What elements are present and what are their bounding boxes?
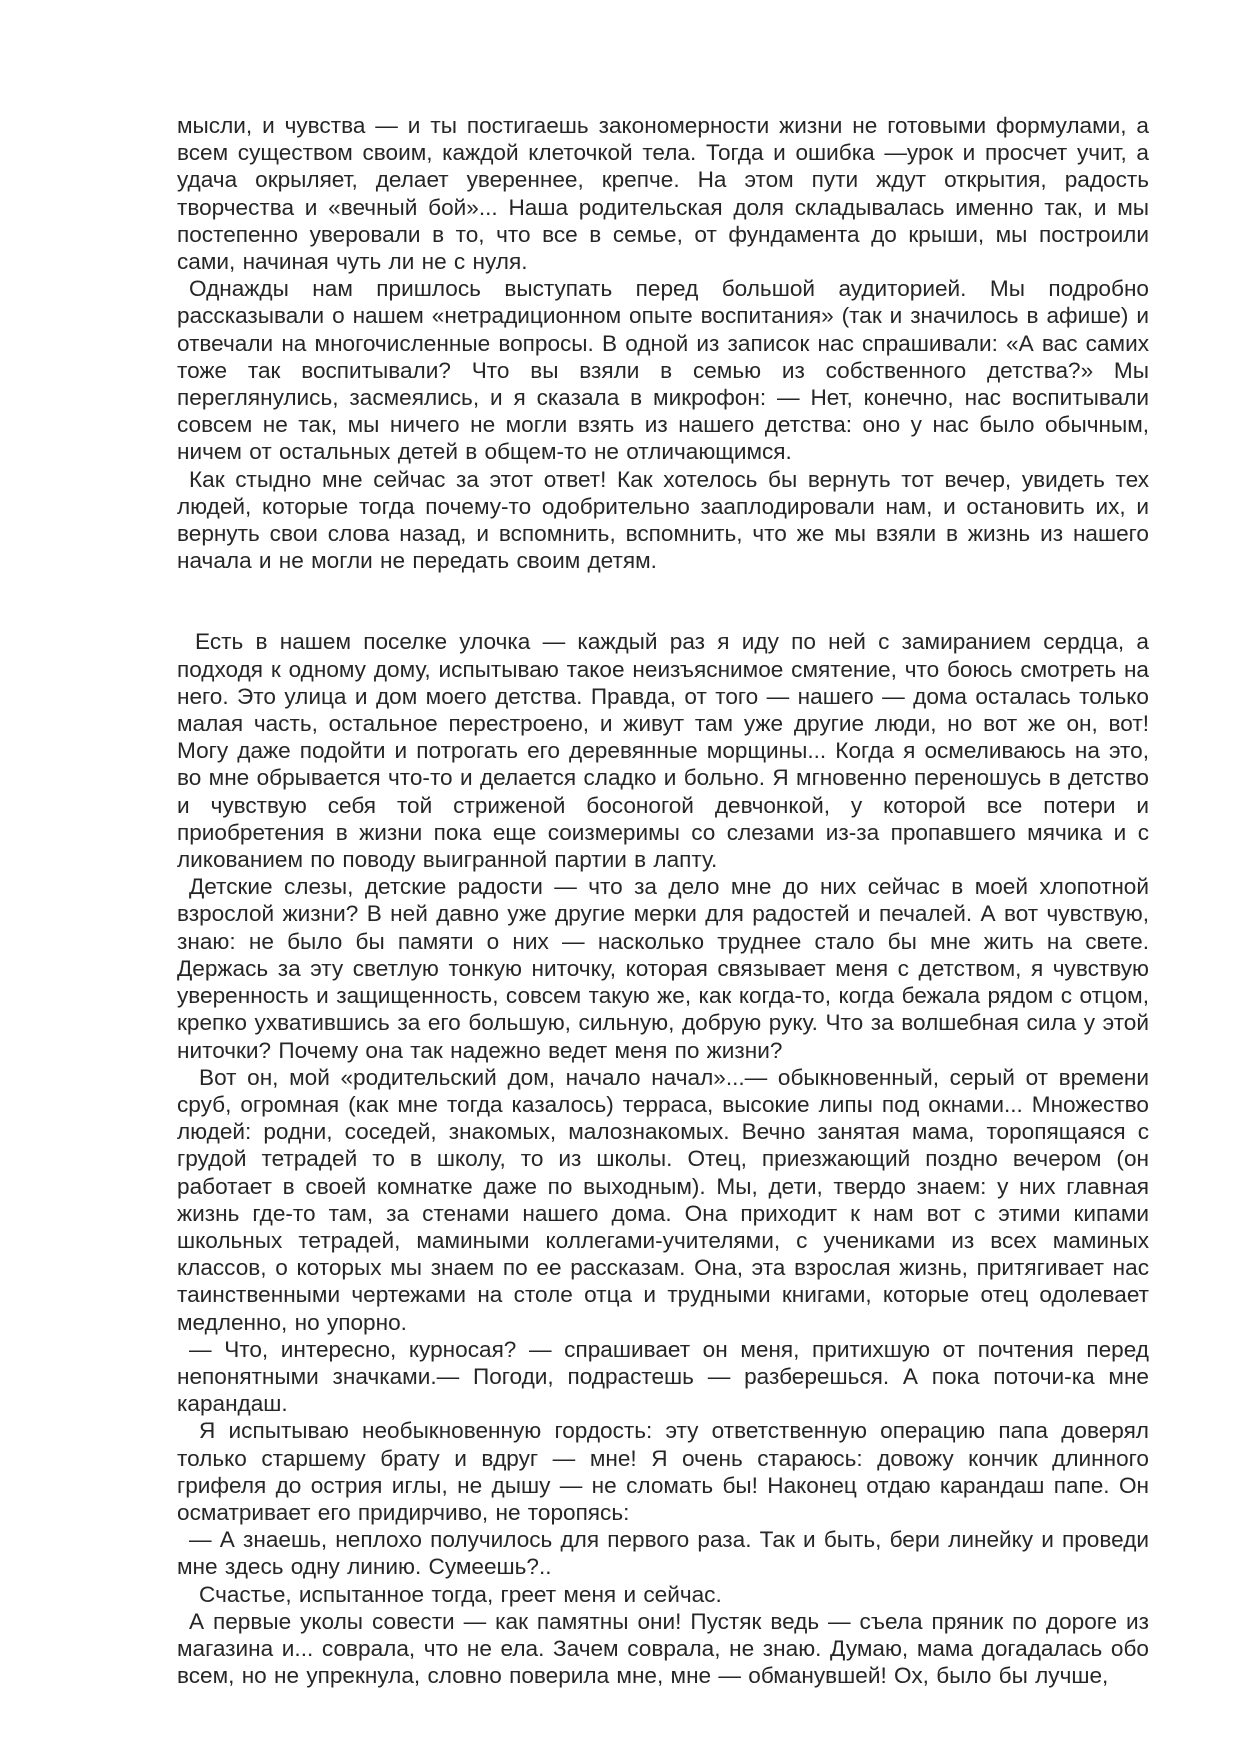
paragraph-4: Есть в нашем поселке улочка — каждый раз я иду по ней с замиранием сердца, а подходя к одному дому, испытываю такое неизъяснимое смятение, что боюсь смотреть на него. Это улица и дом моего детства. Правда, от того — нашего — дома осталась только малая часть, остальное перестроено, и живут там уже другие люди, но вот же он, вот! Могу даже подойти и потрогать его деревянные морщины... Когда я осмеливаюсь на это, во мне обрывается что-то и делается сладко и больно. Я мгновенно переношусь в детство и чувствую себя той стриженой босоногой девчонкой, у которой все потери и приобретения в жизни пока еще соизмеримы со слезами из-за пропавшего мячика и с ликованием по поводу выигранной партии в лапту. bbox=[177, 629, 1149, 873]
paragraph-5: Детские слезы, детские радости — что за дело мне до них сейчас в моей хлопотной взрослой жизни? В ней давно уже другие мерки для радостей и печалей. А вот чувствую, знаю: не было бы памяти о них — насколько труднее стало бы мне жить на свете. Держась за эту светлую тонкую ниточку, которая связывает меня с детством, я чувствую уверенность и защищенность, совсем такую же, как когда-то, когда бежала рядом с отцом, крепко ухватившись за его большую, сильную, добрую руку. Что за волшебная сила у этой ниточки? Почему она так надежно ведет меня по жизни? bbox=[177, 874, 1149, 1063]
paragraph-3: Как стыдно мне сейчас за этот ответ! Как хотелось бы вернуть тот вечер, увидеть тех людей, которые тогда почему-то одобрительно зааплодировали нам, и остановить их, и вернуть свои слова назад, и вспомнить, вспомнить, что же мы взяли в жизнь из нашего начала и не могли не передать своим детям. bbox=[177, 466, 1149, 574]
paragraph-10: Счастье, испытанное тогда, греет меня и сейчас. bbox=[199, 1581, 722, 1607]
paragraph-11: А первые уколы совести — как памятны они! Пустяк ведь — съела пряник по дороге из магазина и... соврала, что не ела. Зачем соврала, не знаю. Думаю, мама догадалась обо всем, но не упрекнула, словно поверила мне, мне — обманувшей! Ох, было бы лучше, bbox=[177, 1608, 1149, 1689]
section-break bbox=[177, 574, 1149, 628]
document-page bbox=[177, 112, 1149, 1689]
paragraph-7: — Что, интересно, курносая? — спрашивает он меня, притихшую от почтения перед непонятными значками.— Погоди, подрастешь — разберешься. А пока поточи-ка мне карандаш. bbox=[177, 1336, 1149, 1417]
paragraph-8: Я испытываю необыкновенную гордость: эту ответственную операцию папа доверял только старшему брату и вдруг — мне! Я очень стараюсь: довожу кончик длинного грифеля до острия иглы, не дышу — не сломать бы! Наконец отдаю карандаш папе. Он осматривает его придирчиво, не торопясь: bbox=[177, 1418, 1149, 1525]
paragraph-1: мысли, и чувства — и ты постигаешь закономерности жизни не готовыми формулами, а всем существом своим, каждой клеточкой тела. Тогда и ошибка —урок и просчет учит, а удача окрыляет, делает увереннее, крепче. На этом пути ждут открытия, радость творчества и «вечный бой»... Наша родительская доля складывалась именно так, и мы постепенно уверовали в то, что все в семье, от фундамента до крыши, мы построили сами, начиная чуть ли не с нуля. bbox=[177, 113, 1149, 275]
paragraph-2: Однажды нам пришлось выступать перед большой аудиторией. Мы подробно рассказывали о нашем «нетрадиционном опыте воспитания» (так и значилось в афише) и отвечали на многочисленные вопросы. В одной из записок нас спрашивали: «А вас самих тоже так воспитывали? Что вы взяли в семью из собственного детства?» Мы переглянулись, засмеялись, и я сказала в микрофон: — Нет, конечно, нас воспитывали совсем не так, мы ничего не могли взять из нашего детства: оно у нас было обычным, ничем от остальных детей в общем-то не отличающимся. bbox=[177, 276, 1149, 465]
paragraph-6: Вот он, мой «родительский дом, начало начал»...— обыкновенный, серый от времени сруб, огромная (как мне тогда казалось) терраса, высокие липы под окнами... Множество людей: родни, соседей, знакомых, малознакомых. Вечно занятая мама, торопящаяся с грудой тетрадей то в школу, то из школы. Отец, приезжающий поздно вечером (он работает в своей комнатке даже по выходным). Мы, дети, твердо знаем: у них главная жизнь где-то там, за стенами нашего дома. Она приходит к нам вот с этими кипами школьных тетрадей, мамиными коллегами-учителями, с учениками из всех маминых классов, о которых мы знаем по ее рассказам. Она, эта взрослая жизнь, притягивает нас таинственными чертежами на столе отца и трудными книгами, которые отец одолевает медленно, но упорно. bbox=[177, 1064, 1149, 1335]
paragraph-9: — А знаешь, неплохо получилось для первого раза. Так и быть, бери линейку и проведи мне здесь одну линию. Сумеешь?.. bbox=[177, 1527, 1149, 1580]
